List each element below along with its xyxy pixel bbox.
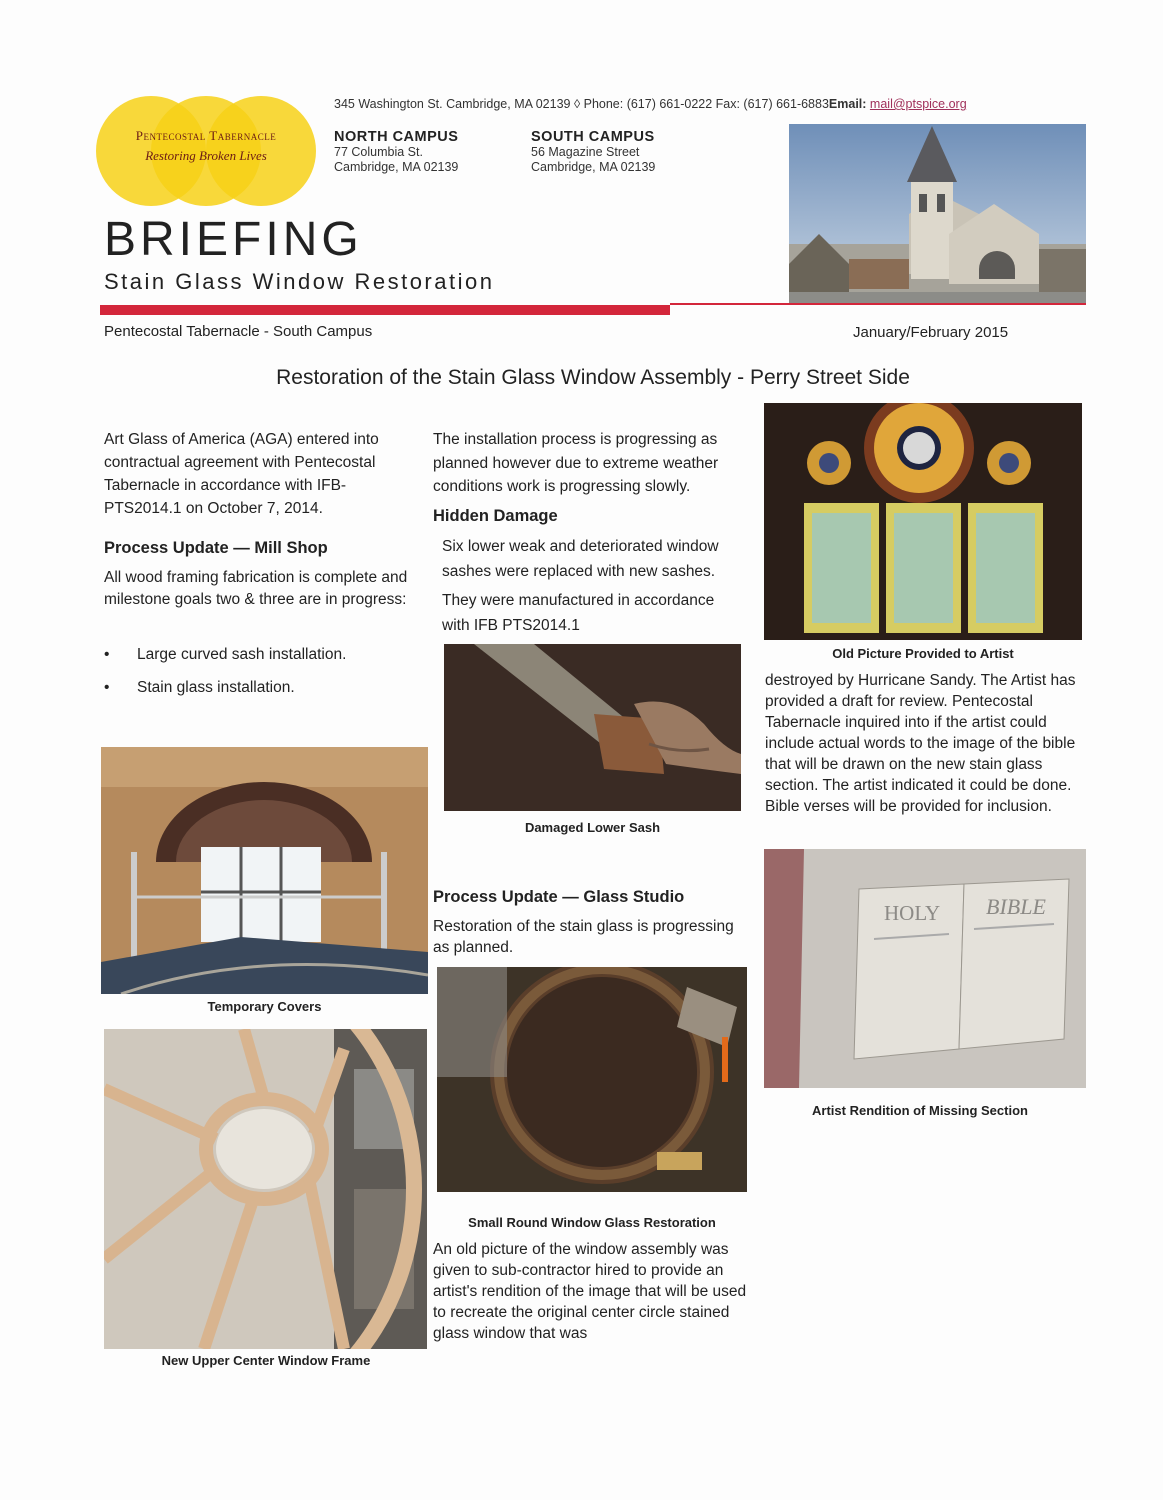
hidden-damage-paragraph-2: They were manufactured in accordance with IFB PTS2014.1 [442,592,715,634]
intro-paragraph: Art Glass of America (AGA) entered into contractual agreement with Pentecostal Tabernacle in accordance with IFB-PTS2014.1 on October 7, 2014. [104,431,379,517]
round-window-photo [437,967,747,1192]
bullet-item: • Stain glass installation. [104,679,295,696]
old-picture-paragraph: An old picture of the window assembly was given to sub-contractor hired to provide an artist's rendition of the image that will be used to recreate the original center circle stained glass window that was [433,1241,747,1342]
bullet-text: Stain glass installation. [137,679,295,696]
glass-studio-heading: Process Update — Glass Studio [433,888,685,906]
newsletter-title: BRIEFING [104,213,363,266]
hidden-damage-heading: Hidden Damage [433,507,558,525]
newsletter-subtitle: Stain Glass Window Restoration [104,269,495,294]
old-picture-caption: Old Picture Provided to Artist [832,646,1014,661]
hidden-damage-paragraph-1: Six lower weak and deteriorated window sashes were replaced with new sashes. [442,538,719,580]
north-campus-street: 77 Columbia St. [334,145,423,159]
mill-shop-paragraph: All wood framing fabrication is complete and milestone goals two & three are in progress: [104,569,408,608]
north-campus-city: Cambridge, MA 02139 [334,160,459,174]
south-campus [531,129,655,175]
red-divider [100,305,670,315]
red-rule [670,303,1086,305]
article-headline: Restoration of the Stain Glass Window Assembly - Perry Street Side [276,366,910,389]
window-frame-photo [104,1029,427,1349]
contact-line [334,97,967,111]
issue-date: January/February 2015 [853,324,1009,341]
mill-shop-heading: Process Update — Mill Shop [104,539,328,557]
logo [96,96,316,206]
temporary-covers-photo [101,747,428,994]
window-frame-caption: New Upper Center Window Frame [161,1353,371,1368]
bible-left-word: HOLY [884,901,941,925]
logo-name: Pentecostal Tabernacle [135,128,277,143]
bullet-text: Large curved sash installation. [137,646,347,663]
south-campus-street: 56 Magazine Street [531,145,640,159]
church-photo [789,124,1086,304]
south-campus-city: Cambridge, MA 02139 [531,160,656,174]
continued-paragraph: destroyed by Hurricane Sandy. The Artist has provided a draft for review. Pentecostal Tabernacle inquired into if the artist could include actual words to the image of the bible that will be drawn on the new stain glass section. The artist indicated it could be done. Bible verses will be provided for inclusion. [765,672,1076,815]
installation-paragraph: The installation process is progressing as planned however due to extreme weather conditions work is progressing slowly. [433,431,719,495]
email-link[interactable]: mail@ptspice.org [869,97,967,111]
old-picture-photo [764,403,1082,640]
damaged-sash-photo [444,644,741,811]
bible-right-word: BIBLE [986,894,1046,919]
artist-rendition-caption: Artist Rendition of Missing Section [812,1103,1028,1118]
bullet-item: • Large curved sash installation. [104,646,347,663]
north-campus-title: NORTH CAMPUS [334,129,459,145]
campus-label: Pentecostal Tabernacle - South Campus [104,323,373,340]
logo-tagline: Restoring Broken Lives [145,148,267,163]
email-label: Email: [828,97,867,111]
glass-studio-paragraph: Restoration of the stain glass is progressing as planned. [433,918,734,956]
north-campus [334,129,458,175]
address-phone-fax: 345 Washington St. Cambridge, MA 02139 ◊ Phone: (617) 661-0222 Fax: (617) 661-6883 [334,97,829,111]
south-campus-title: SOUTH CAMPUS [531,129,655,145]
damaged-sash-caption: Damaged Lower Sash [524,820,661,835]
artist-rendition-photo [764,849,1086,1088]
temporary-covers-caption: Temporary Covers [207,999,322,1014]
round-window-caption: Small Round Window Glass Restoration [468,1215,716,1230]
